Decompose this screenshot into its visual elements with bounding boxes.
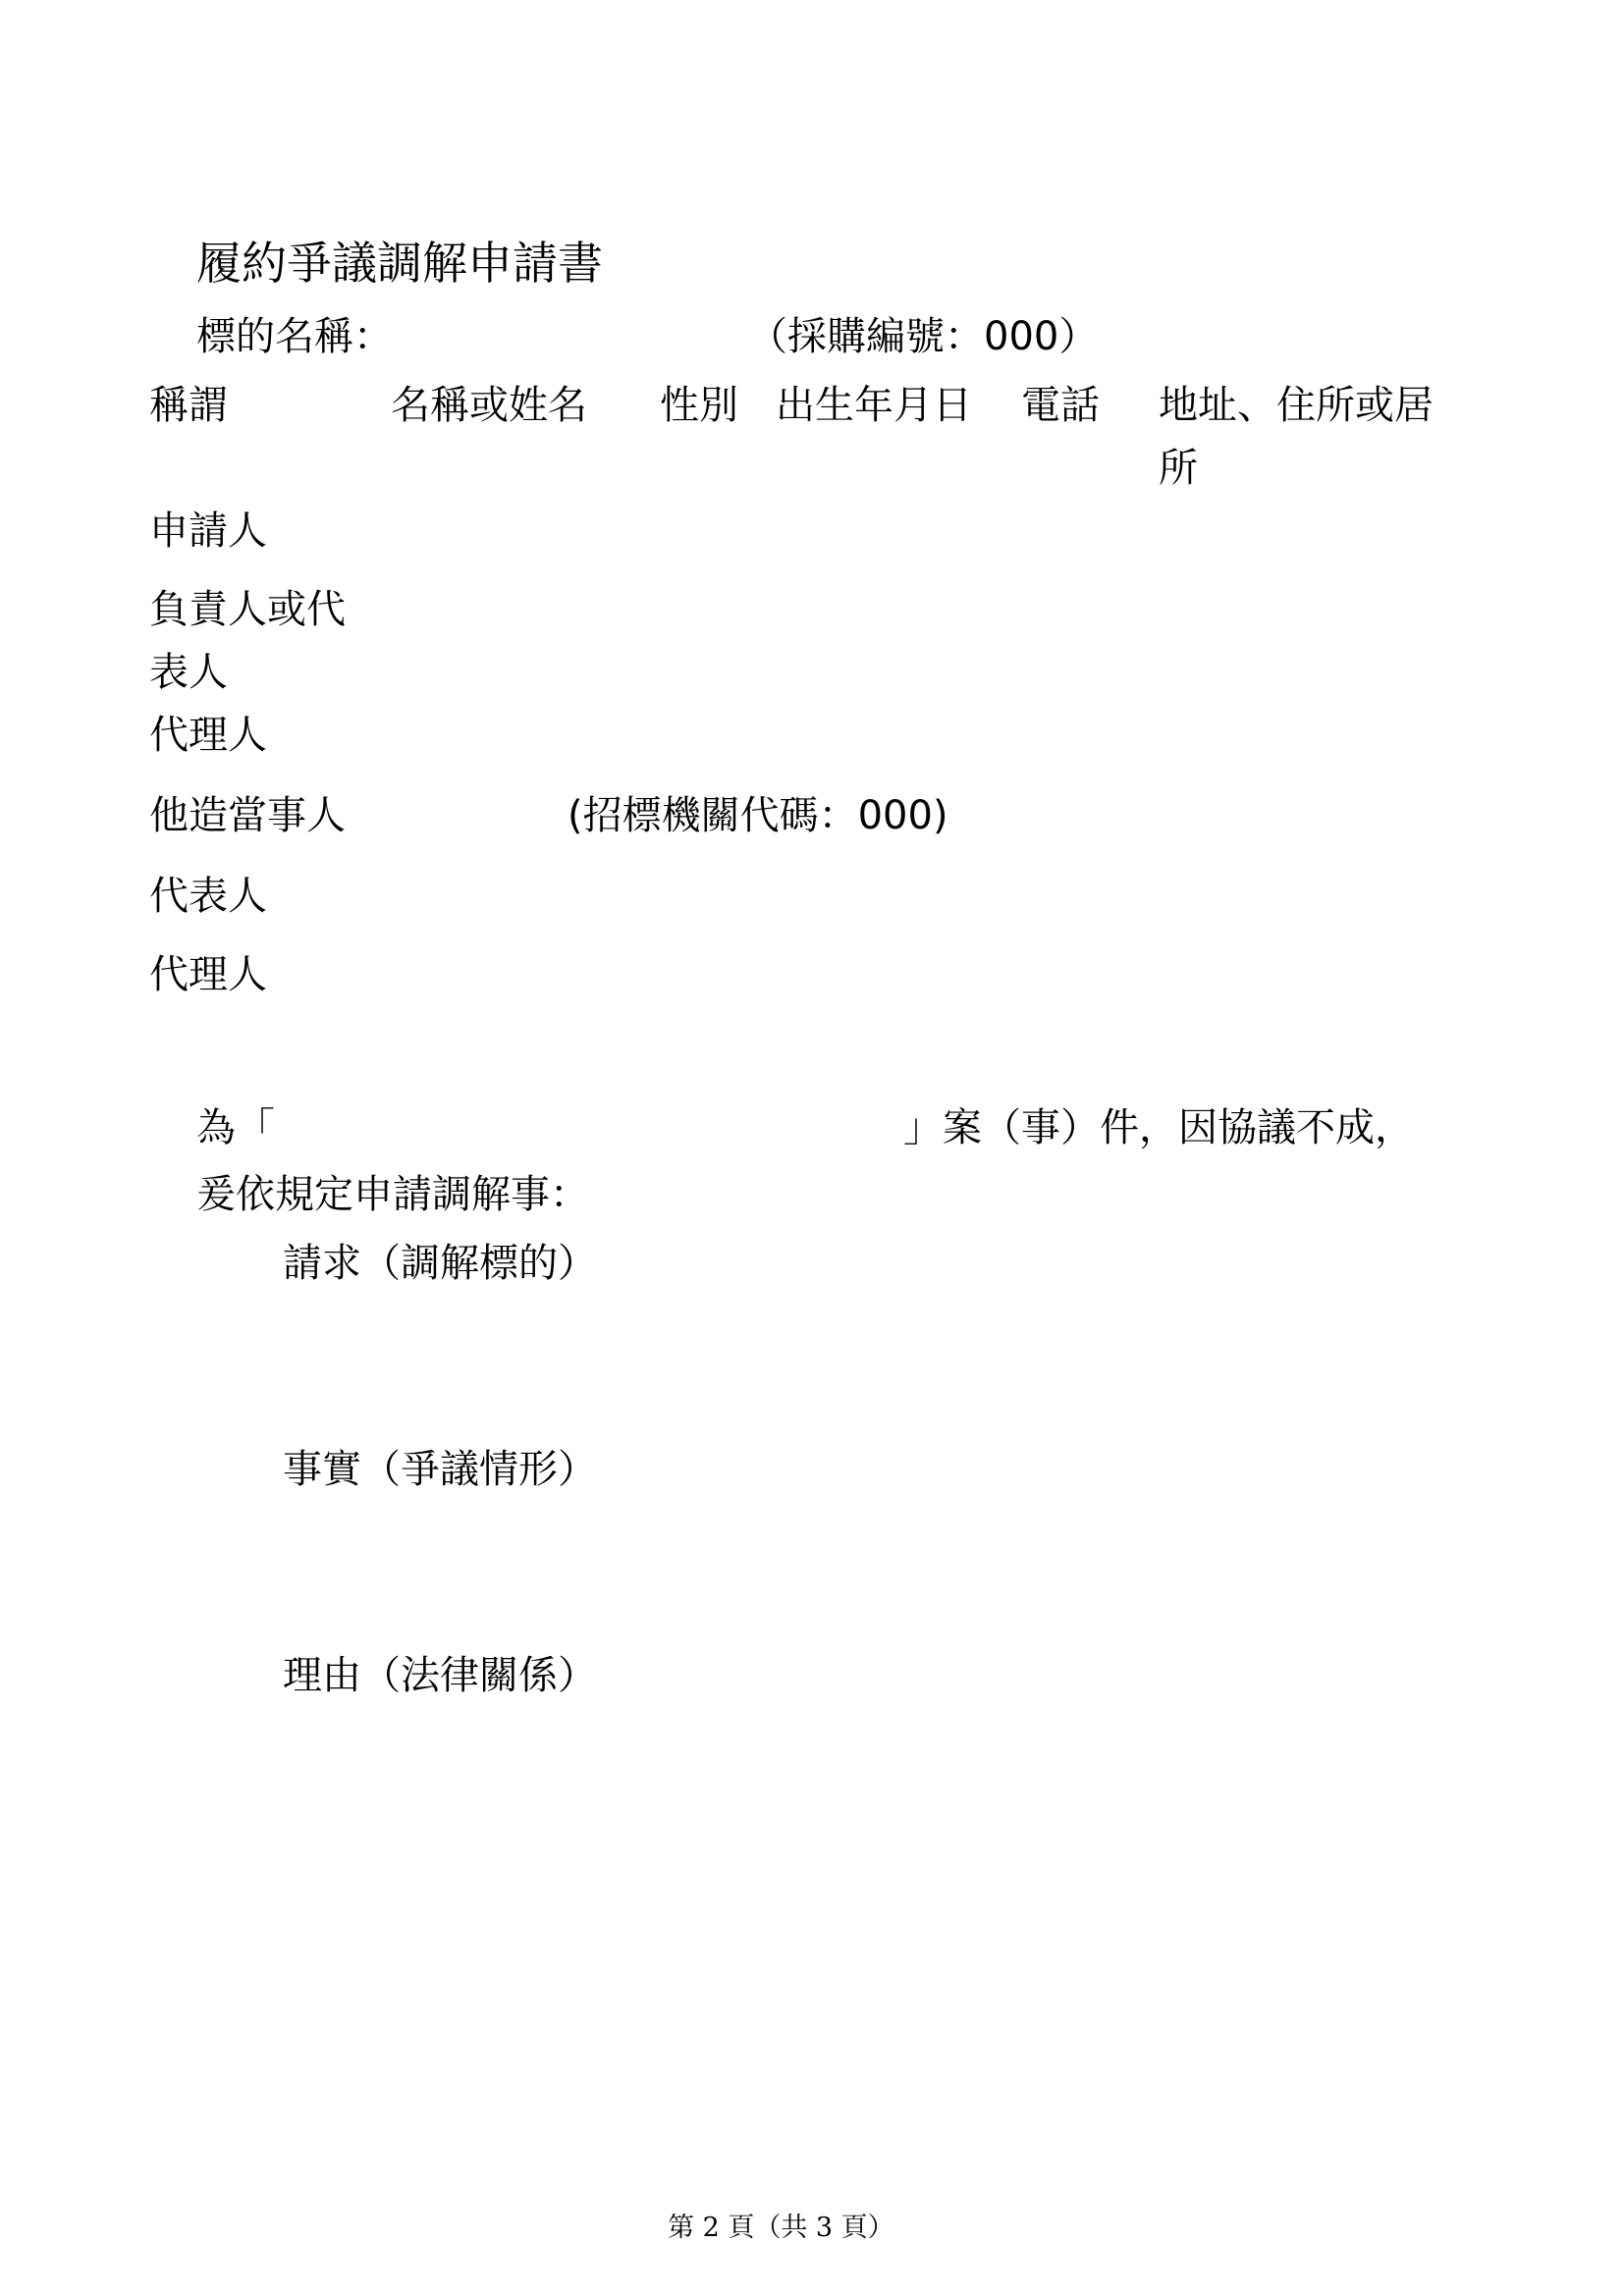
section-request: 請求（調解標的） [283, 1241, 597, 1286]
party-representative: 代表人 [149, 874, 267, 919]
header-phone: 電話 [1021, 383, 1100, 428]
apply-line: 爰依規定申請調解事： [196, 1172, 589, 1217]
header-name: 名稱或姓名 [391, 383, 587, 428]
party-agent-2: 代理人 [149, 952, 267, 997]
procurement-number: （採購編號：000） [748, 314, 1099, 359]
header-address-line1: 地址、住所或居 [1159, 383, 1434, 428]
header-gender: 性別 [660, 383, 738, 428]
party-responsible-line2: 表人 [149, 650, 228, 695]
header-designation: 稱謂 [149, 383, 228, 428]
party-responsible-line1: 負責人或代 [149, 587, 346, 632]
header-address-line2: 所 [1159, 446, 1198, 491]
section-reasons: 理由（法律關係） [283, 1653, 597, 1698]
agency-code: (招標機關代碼：000) [568, 793, 948, 838]
case-close: 」案（事）件，因協議不成， [903, 1105, 1414, 1150]
document-title: 履約爭議調解申請書 [196, 237, 603, 290]
party-applicant: 申請人 [149, 508, 267, 554]
case-open: 為「 [196, 1105, 275, 1150]
party-agent: 代理人 [149, 713, 267, 758]
page-footer: 第 2 頁（共 3 頁） [668, 2213, 894, 2243]
subject-label: 標的名稱： [196, 314, 393, 359]
header-birth-date: 出生年月日 [776, 383, 972, 428]
section-facts: 事實（爭議情形） [283, 1447, 597, 1492]
party-other: 他造當事人 [149, 793, 346, 838]
